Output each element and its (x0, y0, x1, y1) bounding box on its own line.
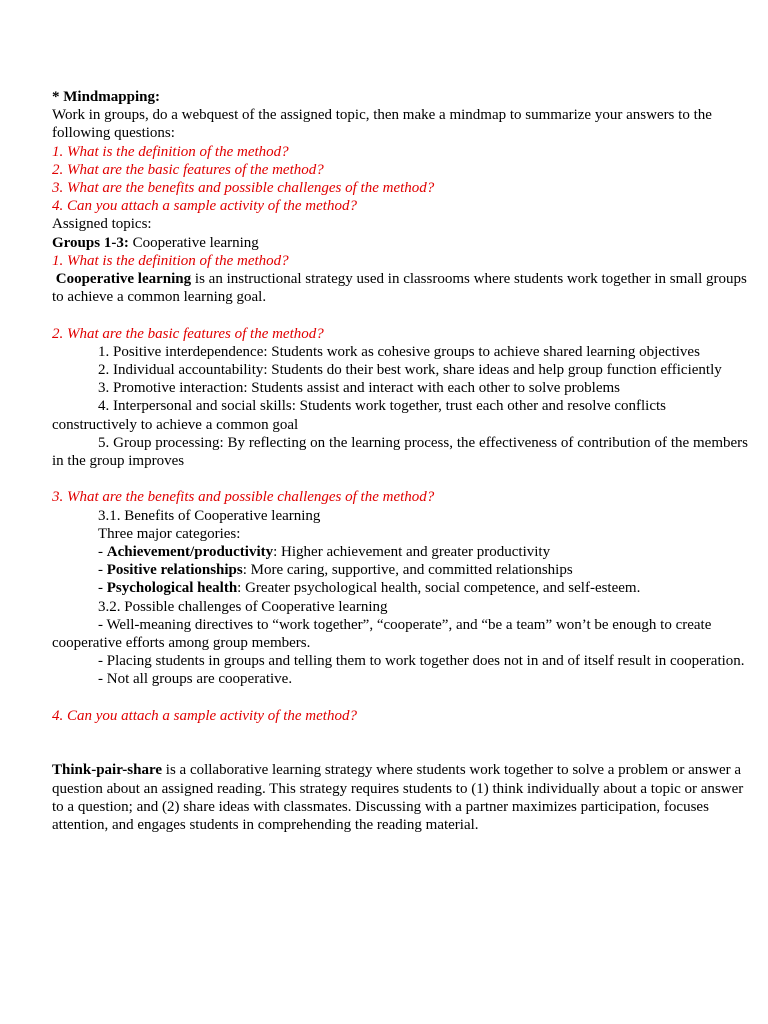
groups-label: Groups 1-3: (52, 234, 129, 251)
challenge-item: - Placing students in groups and telling them to work together does not in and of itself result in cooperation. (98, 653, 745, 670)
question-1: 1. What is the definition of the method? (52, 143, 289, 160)
section-question-1: 1. What is the definition of the method? (52, 252, 289, 269)
feature-item: 5. Group processing: By reflecting on the learning process, the effectiveness of contribution of the members in the group improves (52, 434, 748, 470)
activity-term: Think-pair-share (52, 762, 163, 779)
section-question-2: 2. What are the basic features of the method? (52, 325, 324, 342)
benefit-item: - Psychological health: Greater psychological health, social competence, and self-esteem. (98, 580, 641, 597)
benefit-term: Positive relationships (106, 562, 243, 579)
section-question-3: 3. What are the benefits and possible challenges of the method? (52, 489, 435, 506)
benefit-term: Psychological health (106, 580, 238, 597)
intro-paragraph: Work in groups, do a webquest of the assigned topic, then make a mindmap to summarize your answers to the following questions: (52, 107, 712, 142)
question-3: 3. What are the benefits and possible challenges of the method? (52, 180, 435, 197)
benefit-text: : Greater psychological health, social competence, and self-esteem. (237, 580, 641, 597)
section-question-4: 4. Can you attach a sample activity of the method? (52, 707, 357, 724)
groups-topic: Cooperative learning (128, 234, 259, 251)
definition-paragraph (52, 270, 748, 306)
challenges-heading: 3.2. Possible challenges of Cooperative learning (98, 598, 388, 615)
activity-paragraph (52, 761, 748, 834)
question-4: 4. Can you attach a sample activity of the method? (52, 198, 357, 215)
feature-item: 2. Individual accountability: Students do their best work, share ideas and help group function efficiently (98, 362, 722, 379)
benefit-item: - Positive relationships: More caring, supportive, and committed relationships (98, 562, 573, 579)
activity-text: is a collaborative learning strategy where students work together to solve a problem or answer a question about an assigned reading. This strategy requires students to (1) think individually about a topic or answer to a question; and (2) share ideas with classmates. Discussing with a partner maximizes participation, focuses attention, and engages students in comprehending the reading material. (52, 762, 744, 834)
spacer (52, 743, 748, 761)
spacer (52, 689, 748, 707)
spacer (52, 725, 748, 743)
question-2: 2. What are the basic features of the method? (52, 161, 324, 178)
benefit-text: : Higher achievement and greater productivity (273, 544, 551, 561)
groups-line (52, 234, 748, 252)
page-heading: * Mindmapping: (52, 89, 160, 105)
challenge-item: - Well-meaning directives to “work together”, “cooperate”, and “be a team” won’t be enough to create cooperative efforts among group members. (52, 616, 712, 652)
definition-term: Cooperative learning (55, 271, 192, 288)
feature-item: 4. Interpersonal and social skills: Students work together, trust each other and resolve conflicts constructively to achieve a common goal (52, 398, 667, 433)
benefit-term: Achievement/productivity (106, 544, 274, 561)
spacer (52, 306, 748, 324)
benefit-text: : More caring, supportive, and committed relationships (242, 562, 573, 579)
benefits-heading: 3.1. Benefits of Cooperative learning (98, 507, 321, 524)
categories-label: Three major categories: (98, 525, 241, 542)
assigned-topics-label: Assigned topics: (52, 216, 152, 233)
feature-item: 1. Positive interdependence: Students work as cohesive groups to achieve shared learning objectives (98, 343, 700, 360)
benefit-item: - Achievement/productivity: Higher achievement and greater productivity (98, 544, 551, 561)
definition-text: is an instructional strategy used in classrooms where students work together in small groups to achieve a common learning goal. (52, 271, 747, 306)
spacer (52, 470, 748, 488)
feature-item: 3. Promotive interaction: Students assist and interact with each other to solve problems (98, 380, 620, 397)
challenge-item: - Not all groups are cooperative. (98, 671, 293, 688)
